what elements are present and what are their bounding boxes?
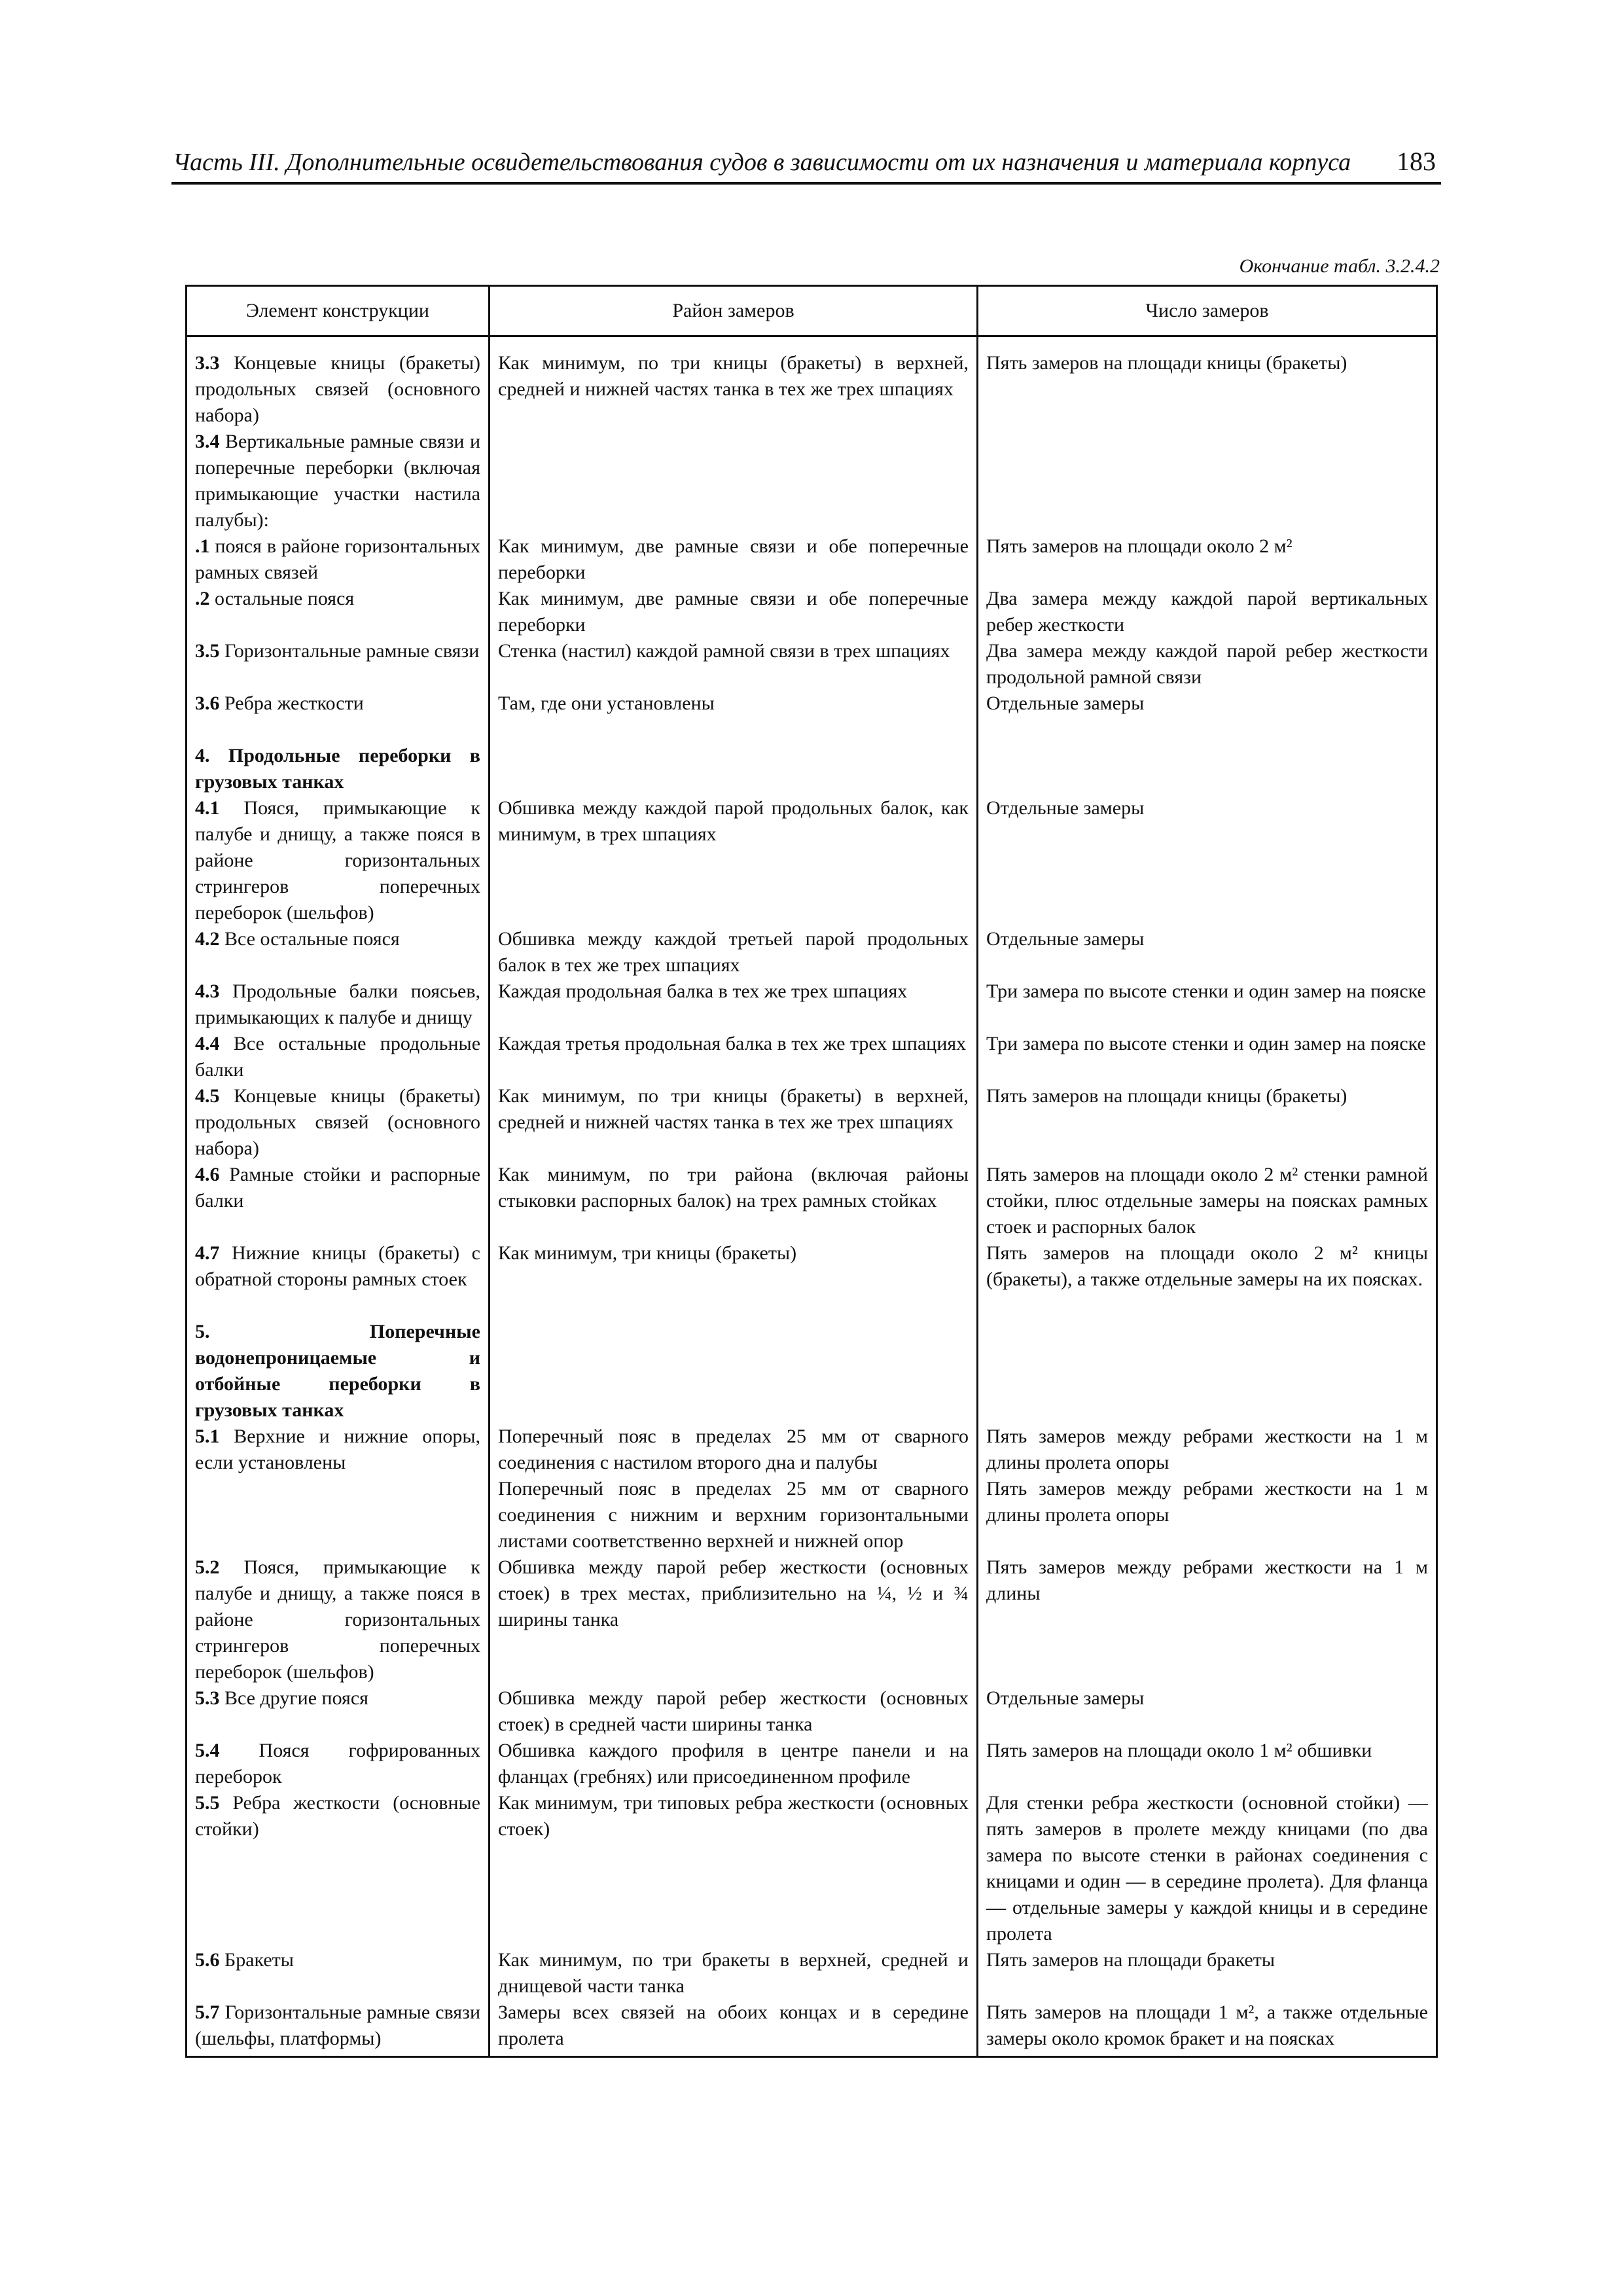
count-cell: Пять замеров на площади около 2 м² кницы (бракеты), а также отдельные замеры на их поясках. — [978, 1240, 1437, 1293]
table-row — [187, 336, 1437, 429]
table-row — [187, 1738, 1437, 1790]
area-cell: Как минимум, по три района (включая районы стыковки распорных балок) на трех рамных стойках — [490, 1162, 978, 1240]
table-row — [187, 1685, 1437, 1738]
count-cell: Для стенки ребра жесткости (основной стойки) — пять замеров в пролете между кницами (по два замера по высоте стенки в районах соединения с кницами и один — в середине пролета). Для фланца — отдельные замеры у каждой кницы и в середине пролета — [978, 1790, 1437, 1947]
table-spacer-row — [187, 717, 1437, 743]
spacer-cell — [978, 1293, 1437, 1319]
section-row — [187, 743, 1437, 795]
area-cell: Как минимум, две рамные связи и обе поперечные переборки — [490, 533, 978, 586]
count-cell — [978, 429, 1437, 533]
element-text: Концевые кницы (бракеты) продольных связей (основного набора) — [195, 352, 480, 426]
running-header — [171, 144, 1441, 185]
area-cell: Как минимум, по три кницы (бракеты) в верхней, средней и нижней частях танка в тех же трех шпациях — [490, 336, 978, 429]
count-cell: Пять замеров на площади кницы (бракеты) — [978, 1083, 1437, 1162]
item-number: 5.1 — [195, 1426, 220, 1447]
area-cell: Как минимум, по три кницы (бракеты) в верхней, средней и нижней частях танка в тех же трех шпациях — [490, 1083, 978, 1162]
table-row — [187, 1031, 1437, 1083]
item-number: 4.6 — [195, 1164, 220, 1185]
element-text: остальные пояся — [215, 588, 355, 609]
element-text: Бракеты — [224, 1949, 294, 1971]
element-cell — [187, 926, 490, 978]
table-row — [187, 1424, 1437, 1476]
element-cell — [187, 1738, 490, 1790]
element-text: Пояся, примыкающие к палубе и днищу, а также пояся в районе горизонтальных стрингеров поперечных переборок (шельфов) — [195, 797, 481, 924]
element-cell — [187, 586, 490, 638]
element-text: Все другие пояся — [224, 1687, 368, 1709]
area-cell: Обшивка каждого профиля в центре панели и на фланцах (гребнях) или присоединенном профиле — [490, 1738, 978, 1790]
element-cell — [187, 1554, 490, 1685]
element-cell — [187, 795, 490, 926]
table-row — [187, 691, 1437, 717]
area-cell: Замеры всех связей на обоих концах и в середине пролета — [490, 2000, 978, 2057]
element-cell — [187, 533, 490, 586]
table-row — [187, 1790, 1437, 1947]
table-row — [187, 1554, 1437, 1685]
element-text: Ребра жесткости — [224, 692, 364, 714]
column-header-count: Число замеров — [978, 286, 1437, 336]
item-number: 5.5 — [195, 1792, 220, 1814]
item-number: 4.2 — [195, 928, 220, 950]
element-cell — [187, 429, 490, 533]
area-cell: Как минимум, три кницы (бракеты) — [490, 1240, 978, 1293]
area-cell: Каждая третья продольная балка в тех же трех шпациях — [490, 1031, 978, 1083]
table-row — [187, 1162, 1437, 1240]
section-heading: 4. Продольные переборки в грузовых танках — [187, 743, 490, 795]
count-cell: Отдельные замеры — [978, 926, 1437, 978]
table-row — [187, 978, 1437, 1031]
spacer-cell — [187, 1293, 490, 1319]
column-header-area: Район замеров — [490, 286, 978, 336]
table-row — [187, 1947, 1437, 2000]
table-row — [187, 795, 1437, 926]
element-text: Пояся гофрированных переборок — [195, 1740, 480, 1787]
table-row — [187, 429, 1437, 533]
element-text: пояся в районе горизонтальных рамных связей — [195, 535, 480, 583]
item-number: 3.3 — [195, 352, 220, 374]
area-cell: Поперечный пояс в пределах 25 мм от сварного соединения с настилом второго дна и палубы — [490, 1424, 978, 1476]
item-number: 4.4 — [195, 1033, 220, 1054]
count-cell: Два замера между каждой парой ребер жесткости продольной рамной связи — [978, 638, 1437, 691]
item-number: 3.5 — [195, 640, 220, 662]
area-cell: Как минимум, по три бракеты в верхней, средней и днищевой части танка — [490, 1947, 978, 2000]
area-cell: Обшивка между каждой третьей парой продольных балок в тех же трех шпациях — [490, 926, 978, 978]
count-cell: Отдельные замеры — [978, 1685, 1437, 1738]
spacer-cell — [187, 717, 490, 743]
count-cell: Три замера по высоте стенки и один замер на пояске — [978, 1031, 1437, 1083]
page-number: 183 — [1397, 147, 1436, 176]
element-text: Вертикальные рамные связи и поперечные переборки (включая примыкающие участки настила палубы): — [195, 431, 480, 531]
empty-cell — [490, 1319, 978, 1424]
table-row — [187, 533, 1437, 586]
column-header-element: Элемент конструкции — [187, 286, 490, 336]
element-cell — [187, 1476, 490, 1554]
element-text: Рамные стойки и распорные балки — [195, 1164, 480, 1211]
item-number: 3.4 — [195, 431, 220, 452]
element-cell — [187, 1947, 490, 2000]
area-cell: Каждая продольная балка в тех же трех шпациях — [490, 978, 978, 1031]
area-cell: Поперечный пояс в пределах 25 мм от сварного соединения с нижним и верхним горизонтальными листами соответственно верхней и нижней опор — [490, 1476, 978, 1554]
item-number: 5.6 — [195, 1949, 220, 1971]
area-cell: Как минимум, две рамные связи и обе поперечные переборки — [490, 586, 978, 638]
area-cell: Обшивка между парой ребер жесткости (основных стоек) в трех местах, приблизительно на ¼, ½ и ¾ ширины танка — [490, 1554, 978, 1685]
empty-cell — [978, 1319, 1437, 1424]
area-cell: Стенка (настил) каждой рамной связи в трех шпациях — [490, 638, 978, 691]
empty-cell — [978, 743, 1437, 795]
element-text: Горизонтальные рамные связи — [224, 640, 480, 662]
element-text: Все остальные пояся — [224, 928, 400, 950]
running-title: Часть III. Дополнительные освидетельствования судов в зависимости от их назначения и материала корпуса — [173, 149, 1351, 176]
element-cell — [187, 1790, 490, 1947]
item-number: 5.4 — [195, 1740, 220, 1761]
element-text: Пояся, примыкающие к палубе и днищу, а также пояся в районе горизонтальных стрингеров поперечных переборок (шельфов) — [195, 1556, 481, 1683]
area-cell: Обшивка между парой ребер жесткости (основных стоек) в средней части ширины танка — [490, 1685, 978, 1738]
element-cell — [187, 691, 490, 717]
count-cell: Пять замеров на площади кницы (бракеты) — [978, 336, 1437, 429]
table-spacer-row — [187, 1293, 1437, 1319]
area-cell: Обшивка между каждой парой продольных балок, как минимум, в трех шпациях — [490, 795, 978, 926]
element-cell — [187, 978, 490, 1031]
element-text: Нижние кницы (бракеты) с обратной стороны рамных стоек — [195, 1242, 480, 1290]
area-cell: Там, где они установлены — [490, 691, 978, 717]
element-cell — [187, 2000, 490, 2057]
table-row — [187, 586, 1437, 638]
element-cell — [187, 638, 490, 691]
count-cell: Пять замеров на площади около 2 м² — [978, 533, 1437, 586]
element-text: Ребра жесткости (основные стойки) — [195, 1792, 480, 1840]
item-number: .2 — [195, 588, 210, 609]
element-text: Горизонтальные рамные связи (шельфы, платформы) — [195, 2001, 481, 2049]
section-row — [187, 1319, 1437, 1424]
count-cell: Пять замеров между ребрами жесткости на 1 м длины пролета опоры — [978, 1476, 1437, 1554]
table-row — [187, 1476, 1437, 1554]
count-cell: Пять замеров на площади около 1 м² обшивки — [978, 1738, 1437, 1790]
element-cell — [187, 1031, 490, 1083]
element-text: Все остальные продольные балки — [195, 1033, 481, 1081]
spacer-cell — [490, 1293, 978, 1319]
item-number: 5.3 — [195, 1687, 220, 1709]
element-cell — [187, 1424, 490, 1476]
table-row — [187, 926, 1437, 978]
count-cell: Пять замеров на площади бракеты — [978, 1947, 1437, 2000]
table-row — [187, 1083, 1437, 1162]
empty-cell — [490, 743, 978, 795]
item-number: .1 — [195, 535, 210, 557]
measurements-table — [185, 285, 1438, 2058]
element-cell — [187, 336, 490, 429]
spacer-cell — [978, 717, 1437, 743]
area-cell — [490, 429, 978, 533]
count-cell: Отдельные замеры — [978, 795, 1437, 926]
table-row — [187, 1240, 1437, 1293]
item-number: 4.5 — [195, 1085, 220, 1107]
table-row — [187, 638, 1437, 691]
element-cell — [187, 1162, 490, 1240]
section-heading: 5. Поперечные водонепроницаемые и отбойные переборки в грузовых танках — [187, 1319, 490, 1424]
spacer-cell — [490, 717, 978, 743]
element-cell — [187, 1685, 490, 1738]
element-text: Продольные балки поясьев, примыкающих к палубе и днищу — [195, 980, 480, 1028]
item-number: 4.7 — [195, 1242, 220, 1264]
item-number: 5.7 — [195, 2001, 220, 2023]
count-cell: Пять замеров между ребрами жесткости на 1 м длины пролета опоры — [978, 1424, 1437, 1476]
element-cell — [187, 1240, 490, 1293]
item-number: 4.1 — [195, 797, 220, 819]
count-cell: Пять замеров на площади 1 м², а также отдельные замеры около кромок бракет и на поясках — [978, 2000, 1437, 2057]
count-cell: Пять замеров между ребрами жесткости на 1 м длины — [978, 1554, 1437, 1685]
table-caption: Окончание табл. 3.2.4.2 — [1239, 255, 1440, 277]
table-body — [187, 336, 1437, 2057]
count-cell: Два замера между каждой парой вертикальных ребер жесткости — [978, 586, 1437, 638]
table-header — [187, 286, 1437, 336]
element-text: Верхние и нижние опоры, если установлены — [195, 1426, 481, 1473]
item-number: 5.2 — [195, 1556, 220, 1578]
element-text: Концевые кницы (бракеты) продольных связей (основного набора) — [195, 1085, 480, 1159]
count-cell: Отдельные замеры — [978, 691, 1437, 717]
item-number: 3.6 — [195, 692, 220, 714]
element-cell — [187, 1083, 490, 1162]
count-cell: Пять замеров на площади около 2 м² стенки рамной стойки, плюс отдельные замеры на поясках рамных стоек и распорных балок — [978, 1162, 1437, 1240]
count-cell: Три замера по высоте стенки и один замер на пояске — [978, 978, 1437, 1031]
area-cell: Как минимум, три типовых ребра жесткости (основных стоек) — [490, 1790, 978, 1947]
table-row — [187, 2000, 1437, 2057]
item-number: 4.3 — [195, 980, 220, 1002]
